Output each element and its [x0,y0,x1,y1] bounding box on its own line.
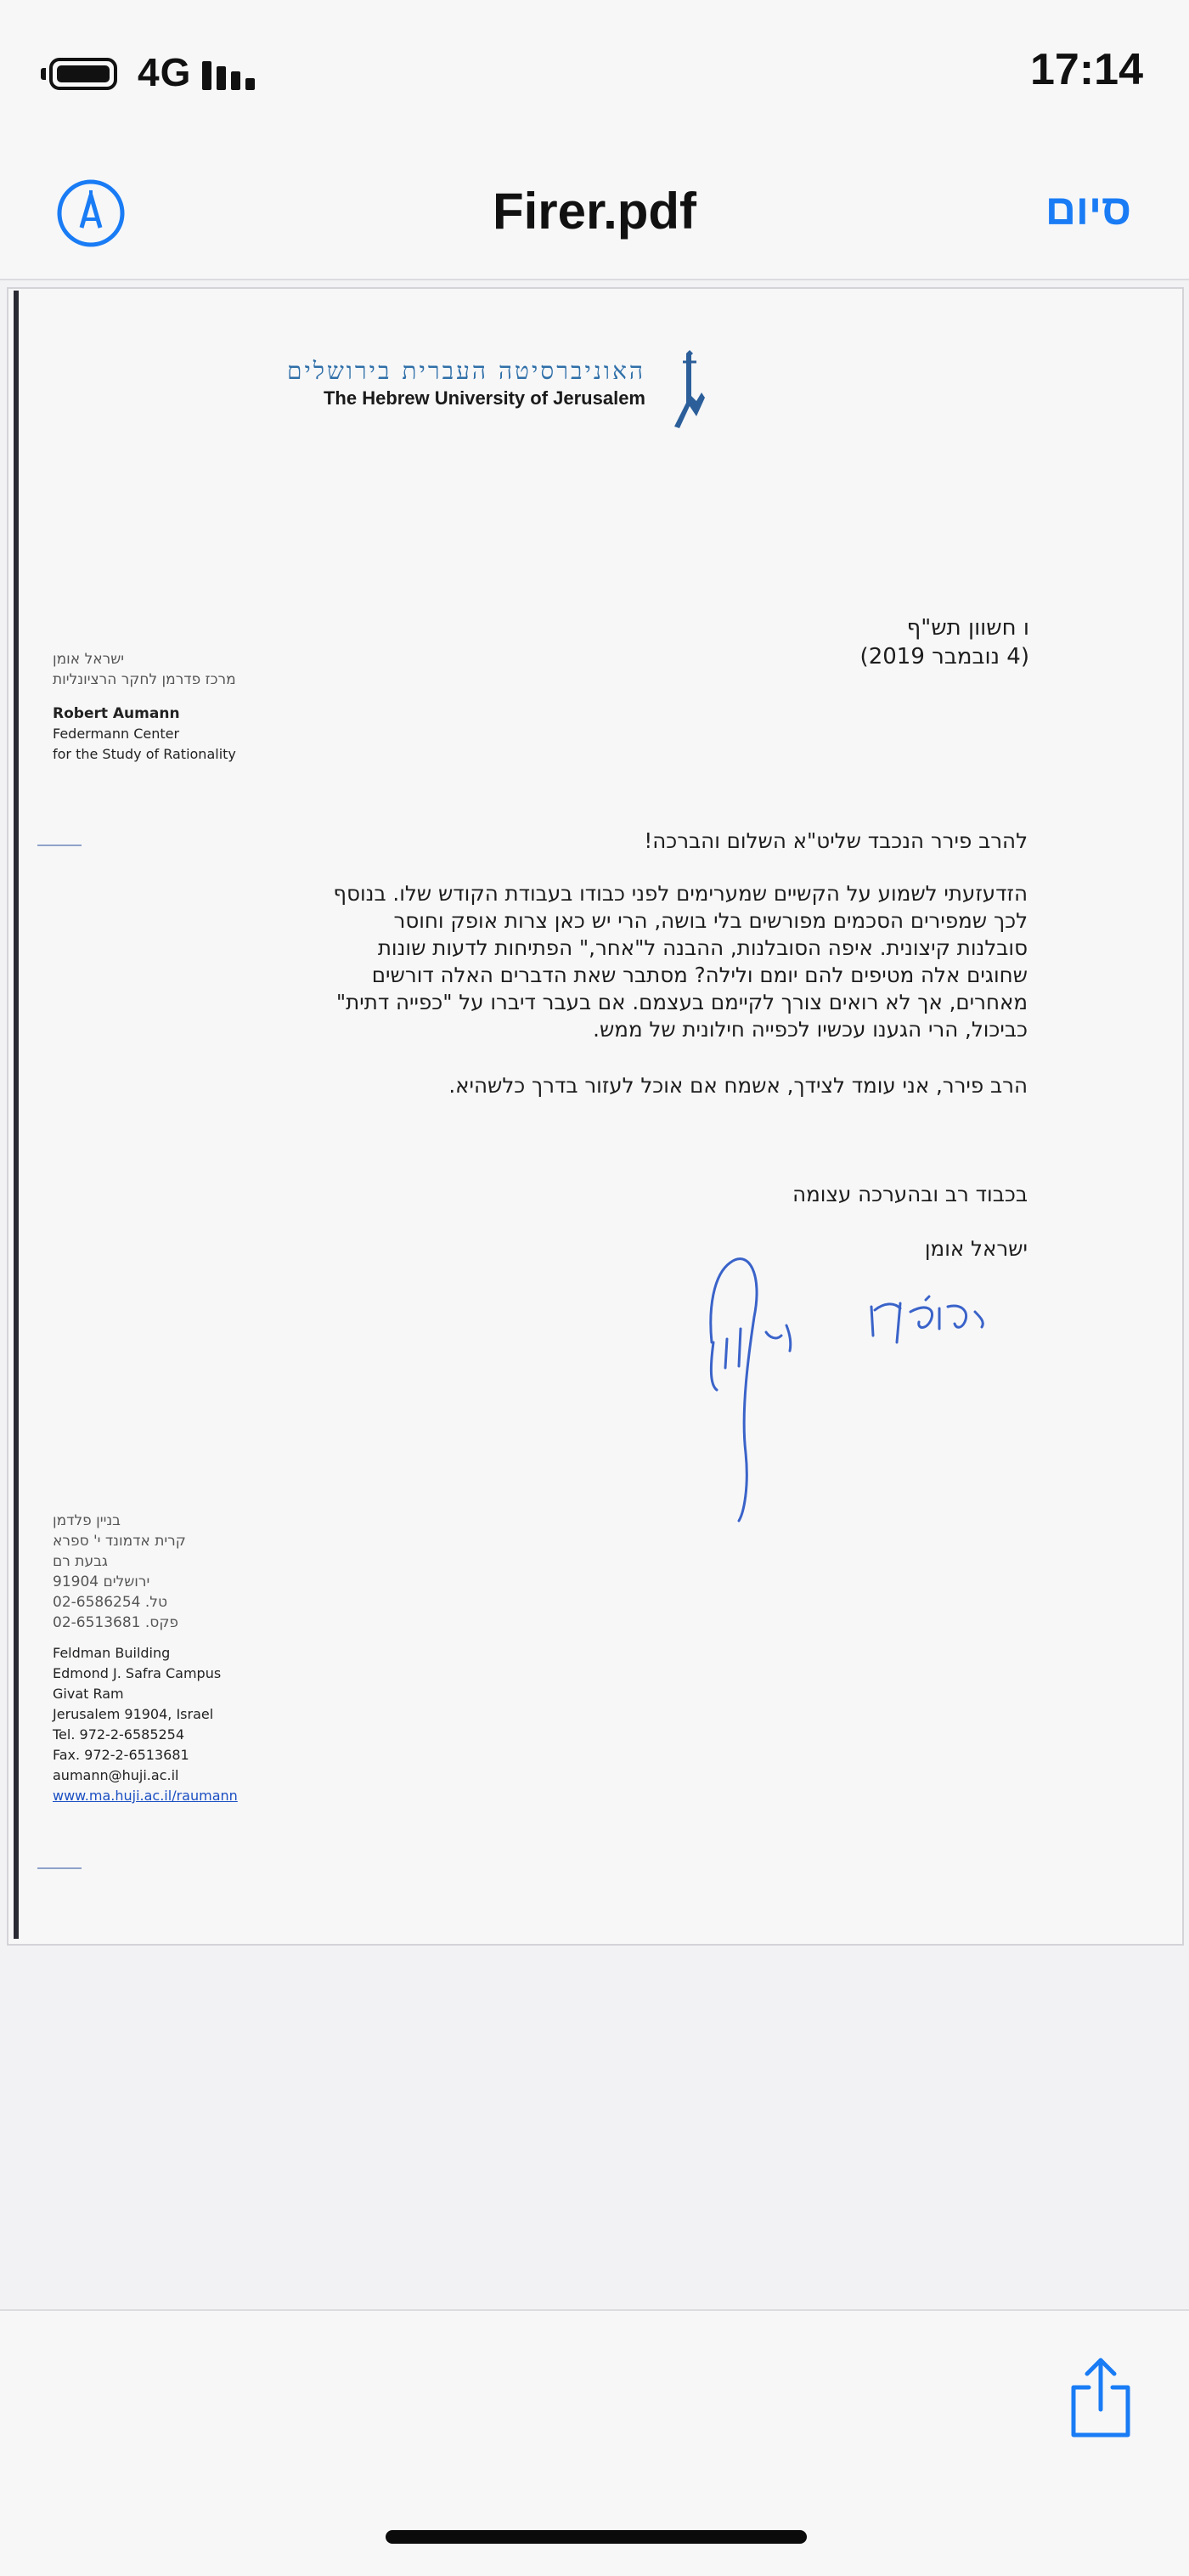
address-sidebar [53,1511,307,1806]
sender-english-block [53,703,273,765]
sender-hebrew-name: ישראל אומן [53,651,125,668]
navigation-bar [0,144,1189,280]
letterhead-english-name: The Hebrew University of Jerusalem [323,387,645,409]
handwritten-signature [671,1240,1002,1529]
address-hebrew-block [53,1511,307,1633]
address-hebrew-line: ירושלים 91904 [53,1573,150,1590]
address-email: aumann@huji.ac.il [53,1767,179,1783]
address-english-line: Jerusalem 91904, Israel [53,1706,214,1722]
signer-name: ישראל אומן [924,1236,1028,1261]
battery-icon [49,58,117,90]
address-hebrew-line: בניין פלדמן [53,1512,121,1529]
address-english-line: Tel. 972-2-6585254 [53,1726,185,1743]
battery-icon-tip [41,68,46,80]
home-indicator[interactable] [386,2530,807,2544]
sender-sidebar [53,651,273,765]
paragraph-2: הרב פירר, אני עומד לצידך, אשמח אם אוכל לעזור בדרך כלשהיא. [448,1073,1028,1098]
address-hebrew-line: גבעת רם [53,1553,108,1570]
paragraph-line: סובלנות קיצונית. איפה הסובלנות, ההבנה ל"אחר," הפתיחות לדעות שונות [377,935,1028,960]
address-hebrew-line: פקס. 02-6513681 [53,1614,179,1631]
address-english-block [53,1643,307,1806]
gregorian-date: (4 נובמבר 2019) [859,644,1029,669]
address-english-line: Edmond J. Safra Campus [53,1665,222,1681]
paragraph-line: הזדעזעתי לשמוע על הקשיים שמערימים לפני כבודו בעבודת הקודש שלו. בנוסף [333,881,1028,906]
address-english-line: Feldman Building [53,1645,171,1661]
letter-date [690,613,1029,671]
website-link[interactable]: www.ma.huji.ac.il/raumann [53,1788,238,1804]
sender-hebrew-center: מרכז פדרמן לחקר הרציונליות [53,671,236,688]
salutation: להרב פירר הנכבד שליט"א השלום והברכה! [644,828,1028,853]
signal-strength-icon [202,59,262,90]
paragraph-1 [170,880,1028,1043]
margin-mark [37,845,82,846]
status-bar [0,0,1189,144]
share-icon[interactable] [1065,2355,1136,2440]
sender-english-center-1: Federmann Center [53,726,180,742]
sender-english-center-2: for the Study of Rationality [53,746,236,762]
address-hebrew-line: קרית אדמונד י' ספרא [53,1533,186,1550]
hebrew-date: ו חשוון תש"ף [906,615,1029,641]
paragraph-line: כביכול, הרי הגענו עכשיו לכפייה חילונית של ממש. [593,1017,1028,1042]
paragraph-line: שחוגים אלה מטיפים להם יומם ולילה? מסתבר שאת הדברים האלה דורשים [371,963,1028,987]
done-button[interactable]: סיום [1045,186,1131,234]
sender-english-name: Robert Aumann [53,705,180,722]
closing: בכבוד רב ובהערכה עצומה [792,1182,1028,1206]
letterhead-hebrew-name: האוניברסיטה העברית בירושלים [287,357,645,385]
margin-mark [37,1867,82,1869]
network-type: 4G [138,50,192,94]
page-edge-shadow [14,291,19,1939]
address-english-line: Givat Ram [53,1686,124,1702]
university-logo-icon [668,350,710,432]
clock: 17:14 [1030,45,1143,94]
address-hebrew-line: טל. 02-6586254 [53,1594,167,1611]
paragraph-line: מאחרים, אך לא רואים צורך לקיימם בעצמם. אם בעבר דיברו על "כפייה דתית" [335,990,1028,1014]
document-title: Firer.pdf [492,183,697,240]
address-english-line: Fax. 972-2-6513681 [53,1747,189,1763]
paragraph-line: לכך שמפירים הסכמים מפורשים בלי בושה, הרי יש כאן צרות אופק וחוסר [393,908,1028,933]
